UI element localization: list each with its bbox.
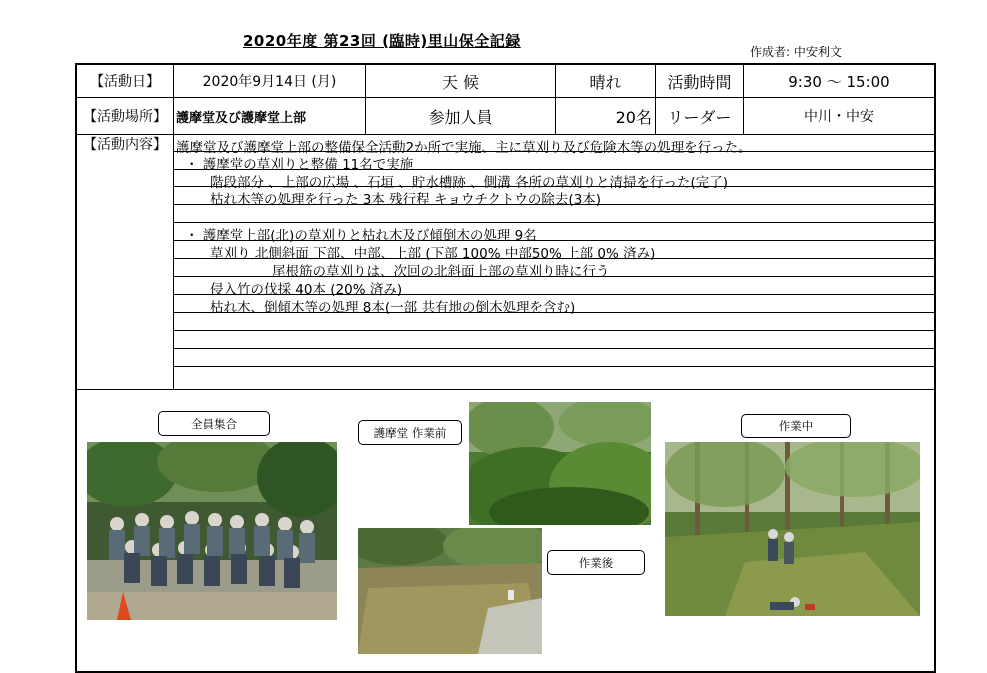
after-work-photo [358,528,542,654]
after-photo-caption: 作業後 [547,550,645,575]
content-line-2: ・ 護摩堂の草刈りと整備 11名で実施 [185,157,414,173]
participants-value: 20名 [615,107,652,127]
activity-time-value: 9:30 〜 15:00 [788,72,890,91]
before-photo-caption: 護摩堂 作業前 [358,420,462,445]
participants-label: 参加人員 [428,107,493,127]
group-photo [87,442,337,620]
content-line-9: 侵入竹の伐採 40本 (20% 済み) [210,282,403,298]
document-title: 2020年度 第23回 (臨時)里山保全記録 [243,32,521,50]
working-photo-caption: 作業中 [741,414,851,438]
content-line-10: 枯れ木、倒傾木等の処理 8本(一部 共有地の倒木処理を含む) [210,300,576,316]
leader-label: リーダー [667,107,732,127]
content-line-4: 枯れ木等の処理を行った 3本 残行程 キョウチクトウの除去(3本) [210,192,602,208]
leader-value: 中川・中安 [804,109,874,125]
weather-value: 晴れ [589,72,622,92]
content-line-1: 護摩堂及び護摩堂上部の整備保全活動2か所で実施、主に草刈り及び危険木等の処理を行った。 [176,140,752,156]
weather-label: 天 候 [441,72,480,92]
place-value: 護摩堂及び護摩堂上部 [176,110,307,126]
working-photo [665,442,920,616]
content-line-3: 階段部分 、上部の広場 、石垣 、貯水槽跡 、側溝 各所の草刈りと清掃を行った(完了) [210,175,728,191]
author-label: 作成者: 中安利文 [750,45,842,59]
activity-time-label: 活動時間 [667,72,732,92]
content-line-8: 尾根筋の草刈りは、次回の北斜面上部の草刈り時に行う [272,264,610,280]
content-label: 【活動内容】 [83,136,167,152]
group-photo-caption: 全員集合 [158,411,270,436]
place-label: 【活動場所】 [83,109,167,125]
date-value: 2020年9月14日 (月) [202,74,337,90]
before-work-photo [469,402,651,525]
content-line-6: ・ 護摩堂上部(北)の草刈りと枯れ木及び傾倒木の処理 9名 [185,228,537,244]
content-line-7: 草刈り 北側斜面 下部、中部、上部 (下部 100% 中部50% 上部 0% 済み) [210,246,656,262]
date-label: 【活動日】 [90,74,160,90]
